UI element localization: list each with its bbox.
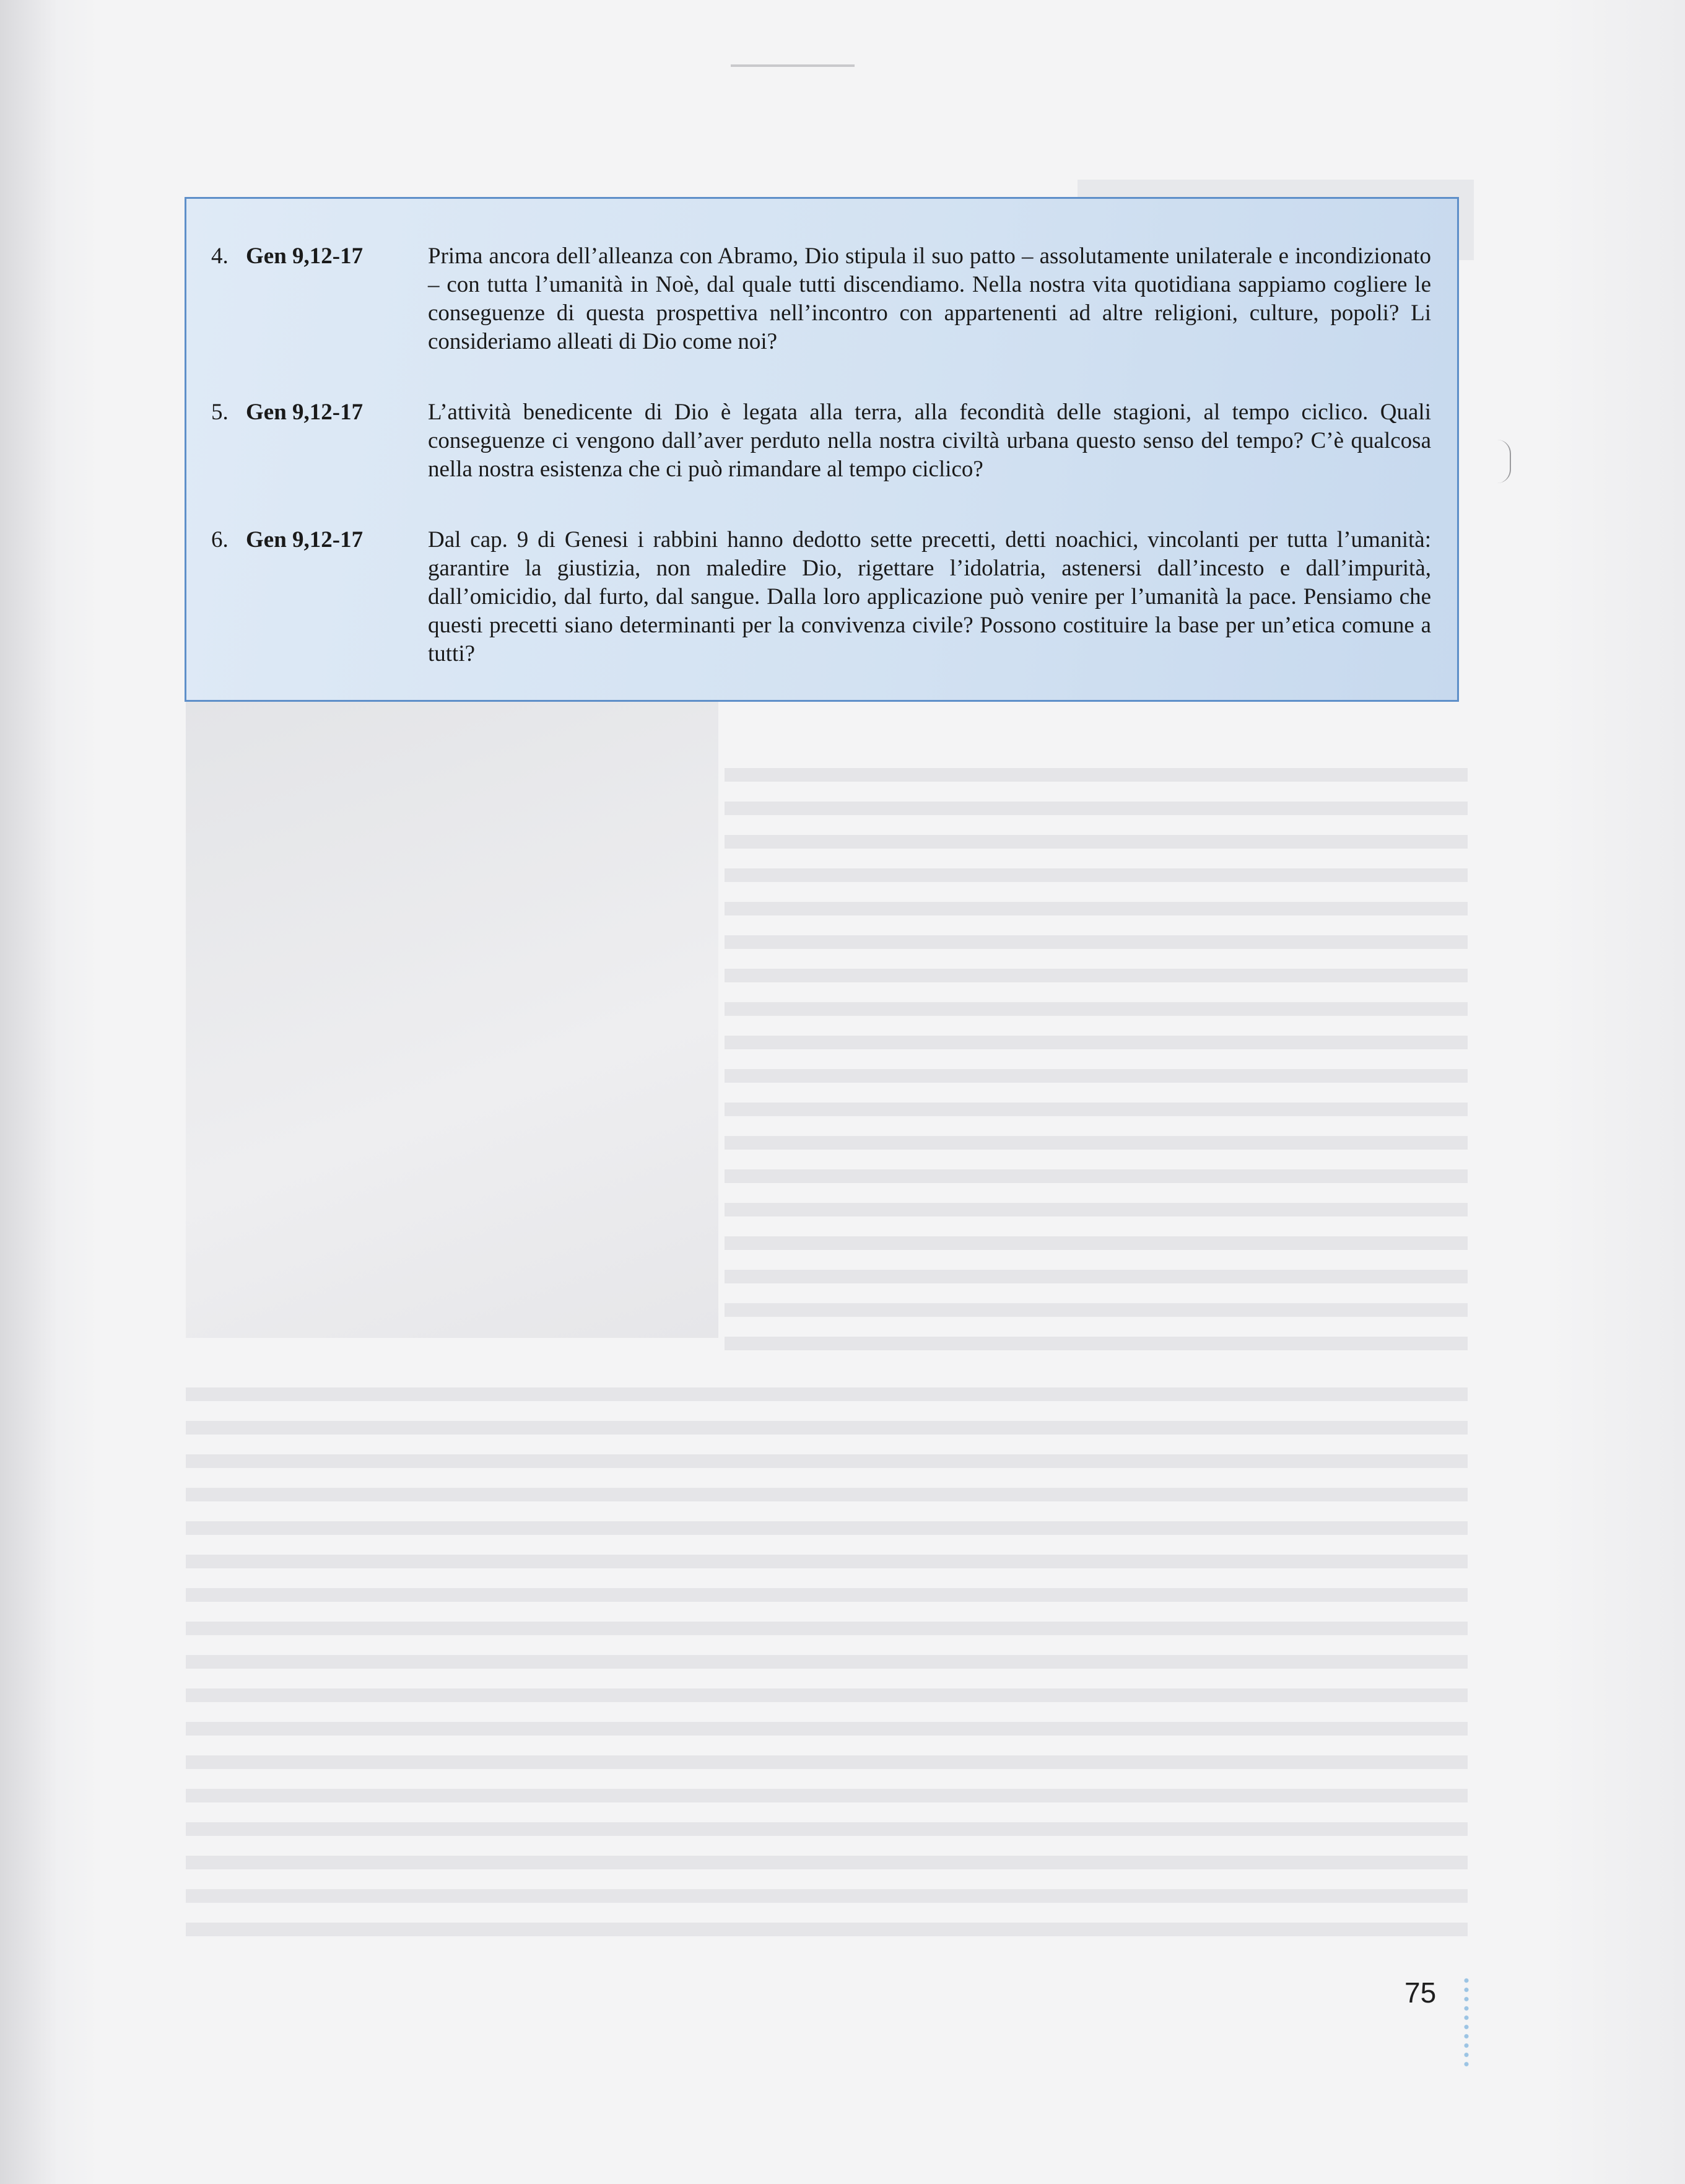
question-number: 4. xyxy=(211,243,229,269)
show-through-body-text xyxy=(186,1387,1468,1945)
decorative-dots xyxy=(1463,1976,1470,2069)
show-through-photo xyxy=(186,700,718,1338)
book-binding-shadow xyxy=(0,0,56,2184)
page-number: 75 xyxy=(1404,1977,1437,2009)
show-through-column-text xyxy=(725,768,1468,1356)
question-text: L’attività benedicente di Dio è legata alla terra, alla fecondità delle stagioni, al tempo ciclico. Quali conseguenze ci vengono dall’aver perduto nella nostra civiltà urbana questo senso del tempo? C’è qualcosa nella nostra esistenza che ci può rimandare al tempo ciclico? xyxy=(428,400,1431,482)
question-reference: Gen 9,12-17 xyxy=(246,400,364,425)
margin-pencil-mark xyxy=(1497,440,1511,483)
question-text: Prima ancora dell’alleanza con Abramo, Dio stipula il suo patto – assolutamente unilaterale e incondizionato – con tutta l’umanità in Noè, dal quale tutti discendiamo. Nella nostra vita quotidiana sappiamo cogliere le conseguenze di questa prospettiva nell’incontro con appartenenti ad altre religioni, culture, popoli? Li consideriamo alleati di Dio come noi? xyxy=(428,243,1431,354)
question-reference: Gen 9,12-17 xyxy=(246,243,364,269)
question-number: 6. xyxy=(211,527,229,553)
question-reference: Gen 9,12-17 xyxy=(246,527,364,553)
questions-box xyxy=(185,197,1459,702)
top-rule xyxy=(731,64,855,67)
question-text: Dal cap. 9 di Genesi i rabbini hanno dedotto sette precetti, detti noachici, vincolanti per tutta l’umanità: garantire la giustizia, non maledire Dio, rigettare l’idolatria, astenersi dall’incesto e dall’impurità, dall’omicidio, dal furto, dal sangue. Dalla loro applicazione può venire per l’umanità la pace. Pensiamo che questi precetti siano determinanti per la convivenza civile? Possono costituire la base per un’etica comune a tutti? xyxy=(428,527,1431,666)
question-number: 5. xyxy=(211,400,229,425)
